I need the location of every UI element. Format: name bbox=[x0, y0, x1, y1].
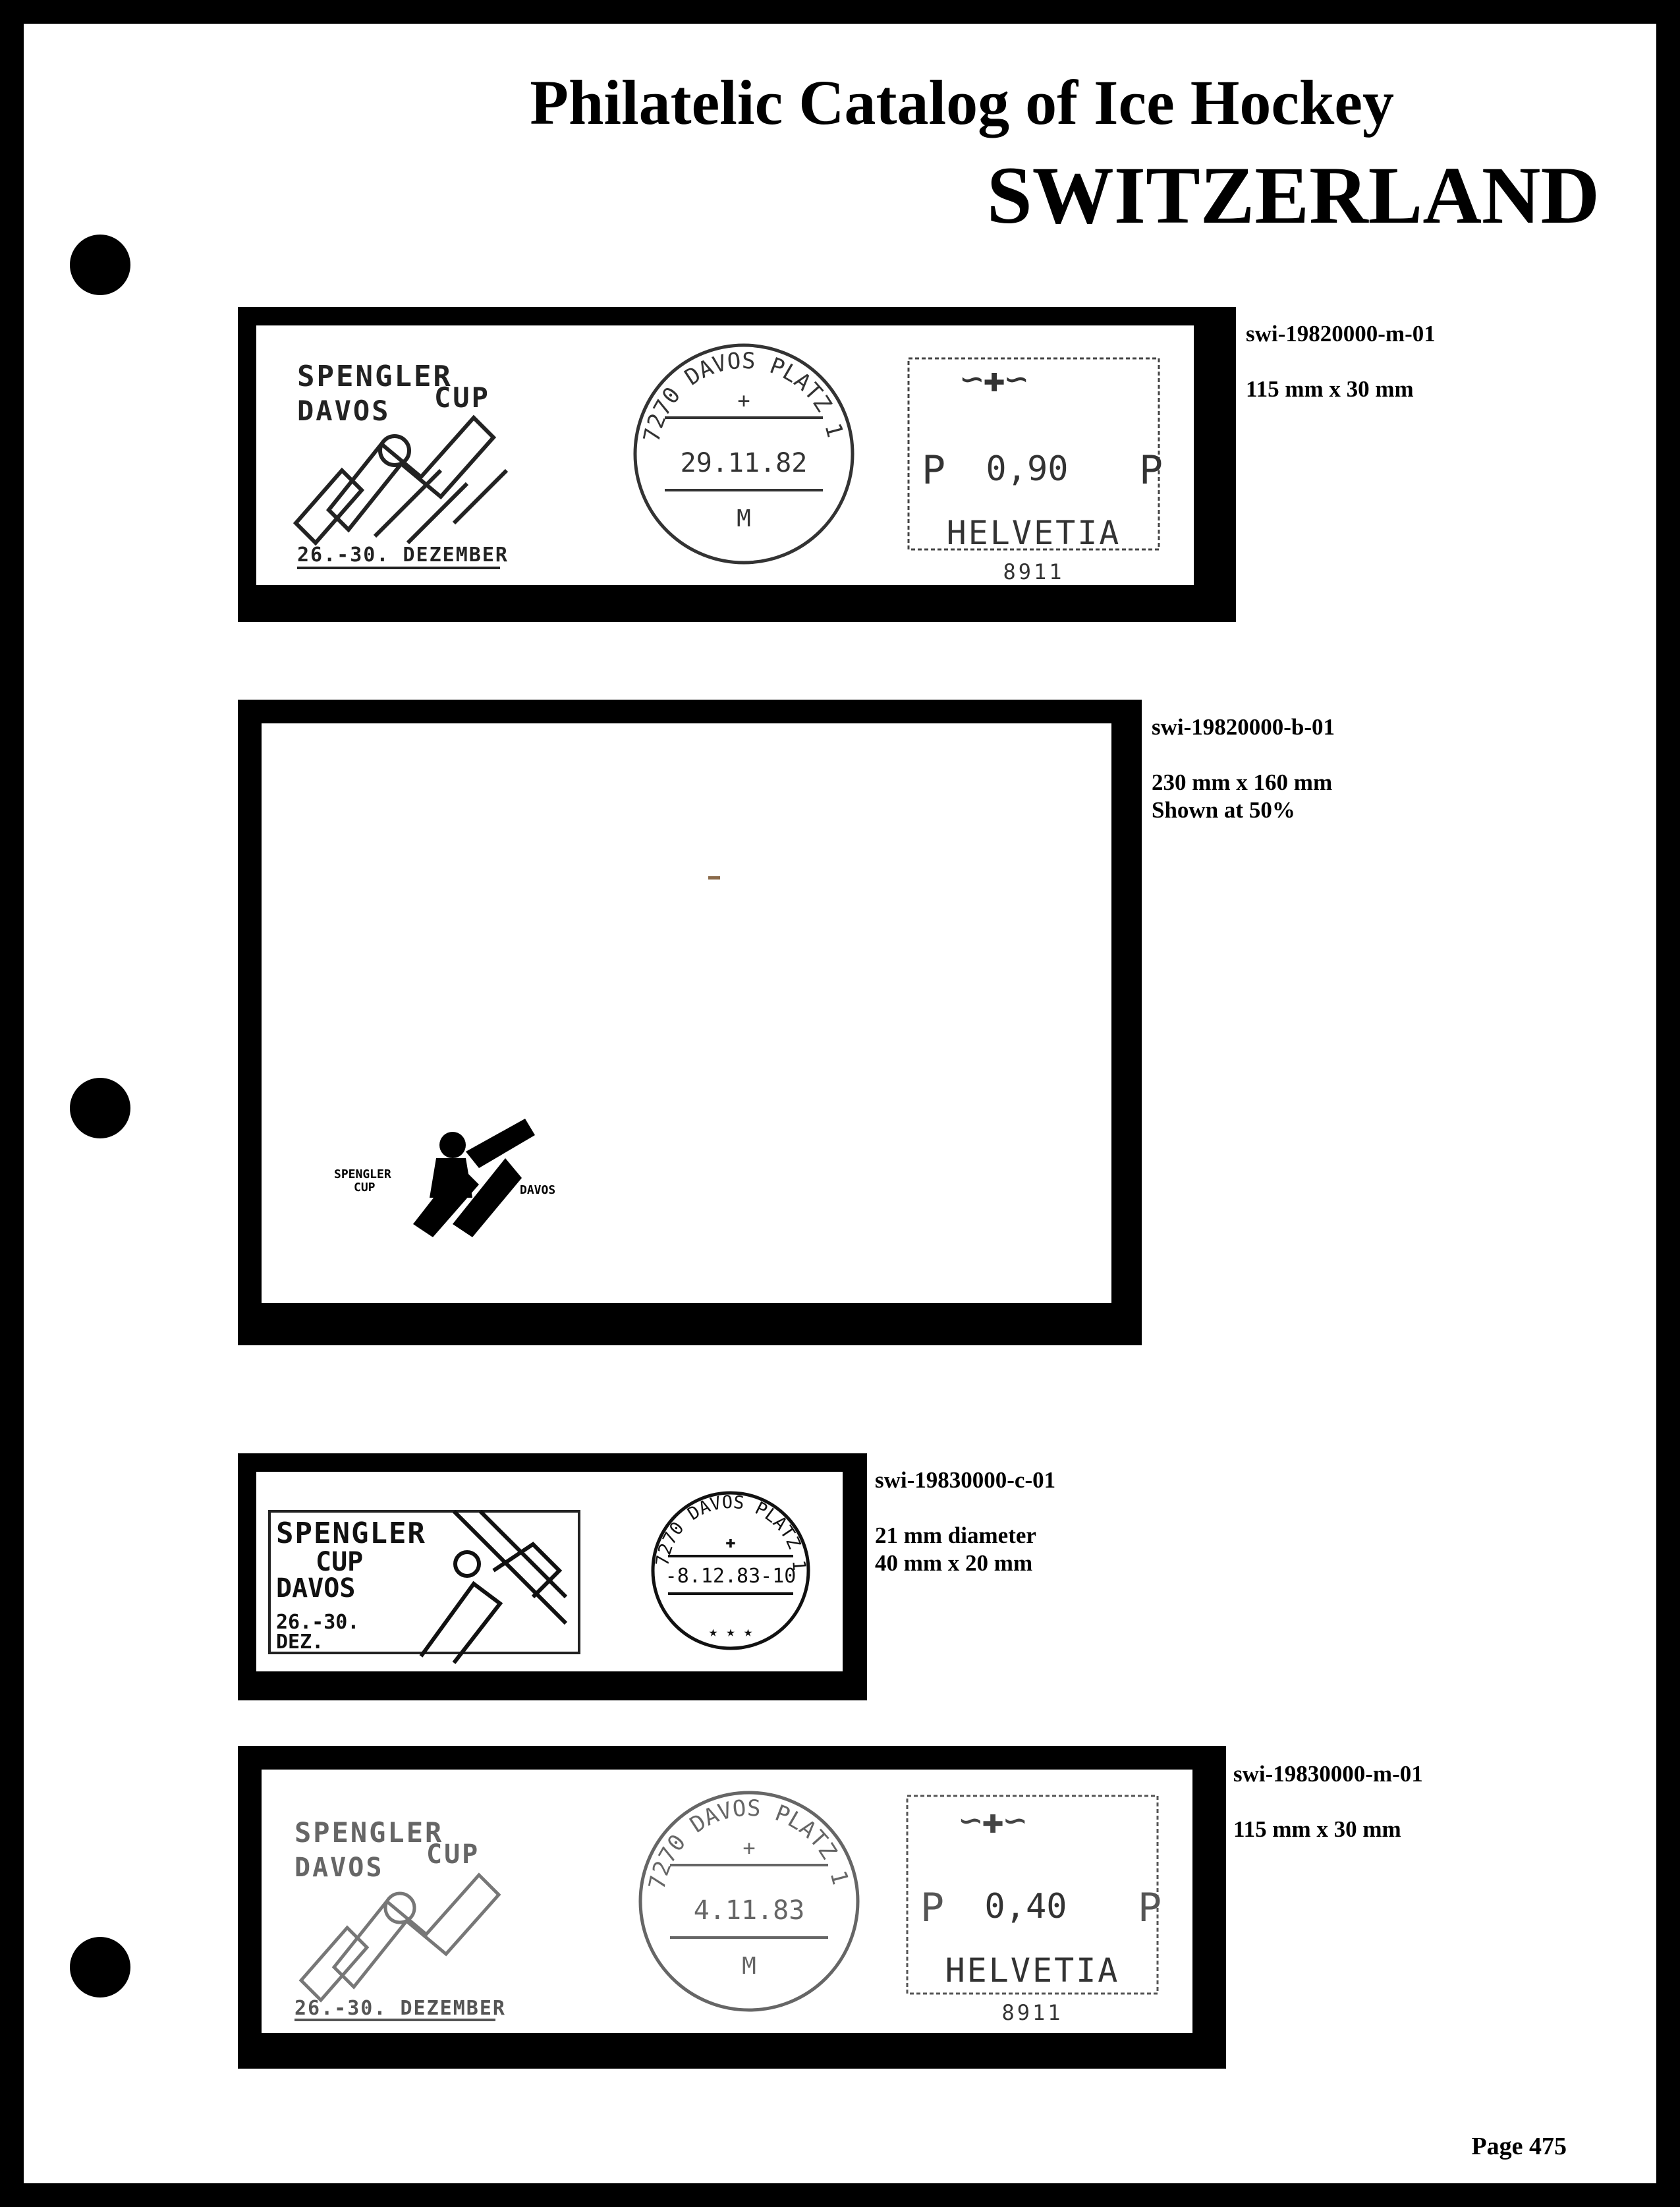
meter-stamp-1982-art bbox=[256, 325, 1194, 585]
swiss-cross-icon: + bbox=[737, 388, 750, 413]
postmark-davos-platz bbox=[640, 1793, 858, 2010]
meter-value: 0,90 bbox=[986, 449, 1069, 489]
meter-value: 0,40 bbox=[984, 1887, 1067, 1926]
logo-cup: CUP bbox=[354, 1181, 376, 1194]
posthorn-icon: ∽✚∽ bbox=[959, 1799, 1026, 1842]
swiss-cross-icon: ✚ bbox=[725, 1532, 736, 1552]
meter-stamp-1983 bbox=[262, 1770, 1192, 2033]
slogan-dates: 26.-30. DEZEMBER bbox=[297, 544, 509, 567]
logo-spengler: SPENGLER bbox=[334, 1167, 391, 1181]
slogan-cup: CUP bbox=[316, 1547, 364, 1577]
slogan-spengler: SPENGLER bbox=[276, 1517, 426, 1550]
meter-number: 8911 bbox=[1001, 2000, 1063, 2025]
country-heading: SWITZERLAND bbox=[986, 150, 1600, 240]
meter-country: HELVETIA bbox=[945, 1951, 1120, 1990]
item-4-size: 115 mm x 30 mm bbox=[1233, 1816, 1401, 1842]
slogan-cup: CUP bbox=[426, 1839, 480, 1870]
binder-hole-bottom bbox=[70, 1937, 130, 1997]
postmark-stars-icon: ★ ★ ★ bbox=[708, 1624, 753, 1640]
slogan-davos: DAVOS bbox=[297, 395, 391, 427]
item-3-size: 21 mm diameter bbox=[875, 1523, 1036, 1548]
item-2-note: Shown at 50% bbox=[1152, 797, 1295, 823]
meter-stamp-1982-frame bbox=[238, 307, 1236, 622]
item-1-label bbox=[1246, 320, 1436, 403]
item-1-id: swi-19820000-m-01 bbox=[1246, 321, 1436, 347]
slogan-cup: CUP bbox=[434, 381, 490, 414]
item-2-id: swi-19820000-b-01 bbox=[1152, 714, 1335, 740]
postmark-place-text: 7270 DAVOS PLATZ 1 bbox=[644, 1795, 854, 1892]
slogan-box bbox=[269, 1511, 579, 1663]
slogan-davos: DAVOS bbox=[294, 1853, 384, 1883]
postmark-date: 29.11.82 bbox=[680, 448, 808, 478]
franking-meter bbox=[907, 1796, 1162, 2025]
meter-number: 8911 bbox=[1003, 559, 1065, 584]
posthorn-icon: ∽✚∽ bbox=[961, 358, 1028, 401]
hockey-player-icon bbox=[421, 1511, 566, 1663]
meter-country: HELVETIA bbox=[946, 514, 1121, 552]
meter-left-p: P bbox=[922, 447, 946, 493]
meter-stamp-1983-frame bbox=[238, 1746, 1226, 2069]
postmark-date: 4.11.83 bbox=[693, 1895, 805, 1926]
swiss-cross-icon: + bbox=[742, 1835, 756, 1860]
cancel-1983 bbox=[256, 1472, 843, 1671]
slogan-spengler: SPENGLER bbox=[294, 1816, 444, 1849]
postmark-date: -8.12.83-10 bbox=[665, 1565, 797, 1588]
meter-right-p: P bbox=[1138, 1885, 1162, 1931]
logo-davos: DAVOS bbox=[520, 1183, 556, 1197]
item-4-label bbox=[1233, 1760, 1423, 1843]
slogan-dates: 26.-30. DEZEMBER bbox=[294, 1997, 506, 2020]
postmark-place-text: 7270 DAVOS PLATZ 1 bbox=[638, 347, 849, 445]
postmark-davos-platz bbox=[652, 1492, 809, 1648]
cover-spot bbox=[708, 876, 720, 880]
item-3-label bbox=[875, 1467, 1055, 1577]
item-1-size: 115 mm x 30 mm bbox=[1246, 376, 1414, 402]
meter-stamp-1983-art bbox=[262, 1770, 1192, 2033]
binder-hole-middle bbox=[70, 1078, 130, 1138]
postmark-davos-platz bbox=[635, 345, 853, 563]
hockey-player-icon bbox=[301, 1875, 499, 2000]
postmark-place-text: 7270 DAVOS PLATZ 1 bbox=[652, 1492, 810, 1572]
catalog-page bbox=[24, 24, 1656, 2183]
item-3-id: swi-19830000-c-01 bbox=[875, 1467, 1056, 1493]
cancel-1983-frame bbox=[238, 1453, 867, 1700]
postmark-code: M bbox=[742, 1953, 756, 1980]
slogan-dates: 26.-30. bbox=[276, 1611, 360, 1634]
cover-1982-art bbox=[262, 723, 1111, 1303]
item-4-id: swi-19830000-m-01 bbox=[1233, 1761, 1423, 1787]
binder-hole-top bbox=[70, 235, 130, 295]
spengler-cup-logo bbox=[334, 1119, 555, 1237]
slogan-spengler: SPENGLER bbox=[297, 360, 453, 393]
meter-right-p: P bbox=[1139, 447, 1163, 493]
franking-meter bbox=[909, 358, 1163, 584]
meter-stamp-1982 bbox=[256, 325, 1194, 585]
slogan-davos: DAVOS bbox=[276, 1573, 356, 1604]
item-2-size: 230 mm x 160 mm bbox=[1152, 769, 1333, 795]
hockey-player-icon bbox=[296, 418, 507, 543]
item-3-size2: 40 mm x 20 mm bbox=[875, 1550, 1033, 1576]
cover-1982-frame bbox=[238, 700, 1142, 1345]
slogan-month: DEZ. bbox=[276, 1631, 324, 1654]
postmark-code: M bbox=[737, 505, 751, 532]
meter-left-p: P bbox=[920, 1885, 945, 1931]
cover-1982 bbox=[262, 723, 1111, 1303]
catalog-title: Philatelic Catalog of Ice Hockey bbox=[530, 67, 1394, 138]
page-number: Page 475 bbox=[1471, 2133, 1567, 2160]
cancel-1983-art bbox=[256, 1472, 843, 1671]
item-2-label bbox=[1152, 713, 1335, 824]
